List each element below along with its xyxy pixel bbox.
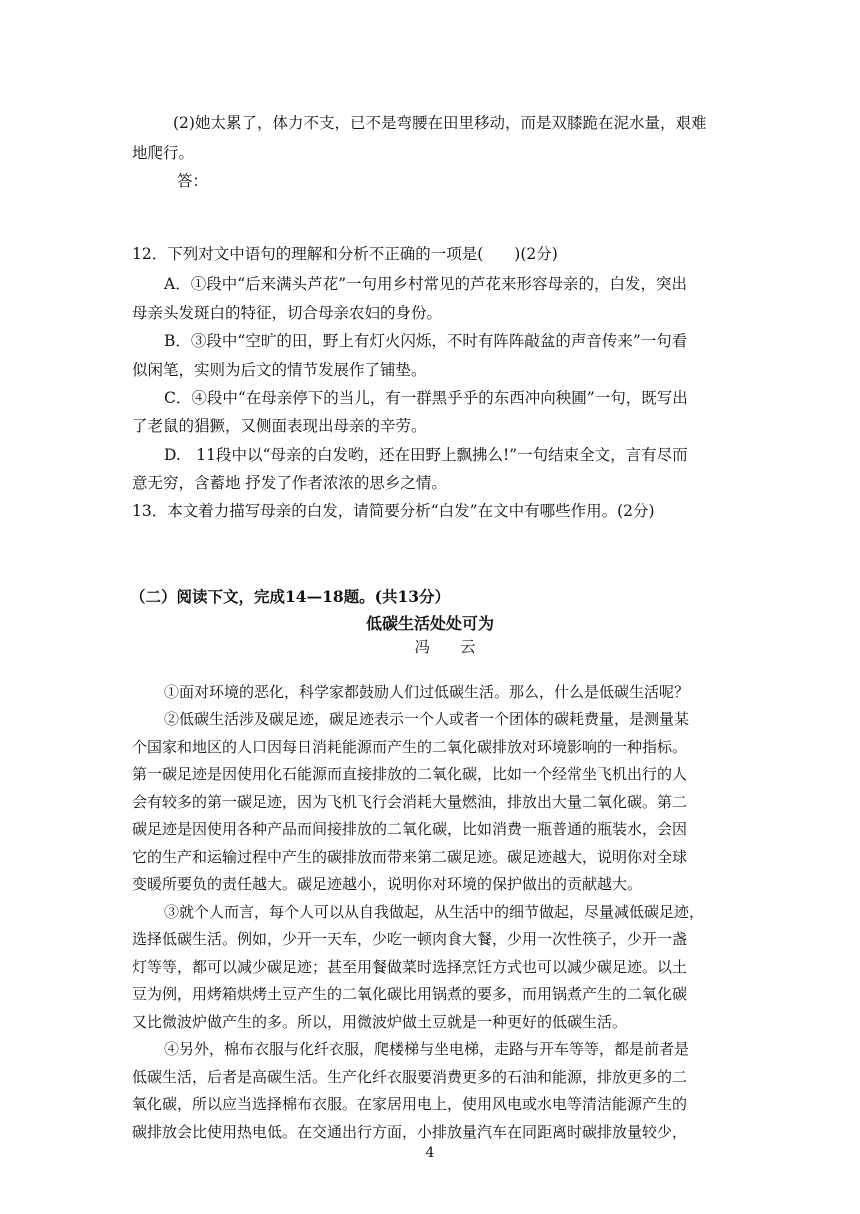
q12-option-b-line2: 似闲笔，实则为后文的情节发展作了铺垫。: [132, 361, 427, 379]
q12-stem: 12．下列对文中语句的理解和分析不正确的一项是( )(2分): [132, 245, 558, 263]
article-line: ④另外，棉布衣服与化纤衣服，爬楼梯与坐电梯，走路与开车等等，都是前者是: [164, 1040, 690, 1058]
q12-option-b-line1: B．③段中“空旷的田，野上有灯火闪烁，不时有阵阵敲盆的声音传来”一句看: [164, 332, 688, 350]
article-line: 豆为例，用烤箱烘烤土豆产生的二氧化碳比用锅煮的要多，而用锅煮产生的二氧化碳: [132, 985, 688, 1003]
q12-option-c-line1: C．④段中“在母亲停下的当儿，有一群黑乎乎的东西冲向秧圃”一句，既写出: [164, 389, 688, 407]
article-line: ①面对环境的恶化，科学家都鼓励人们过低碳生活。那么，什么是低碳生活呢？: [164, 683, 690, 701]
article-line: 会有较多的第一碳足迹，因为飞机飞行会消耗大量燃油，排放出大量二氧化碳。第二: [132, 793, 688, 811]
article-line: 它的生产和运输过程中产生的碳排放而带来第二碳足迹。碳足迹越大，说明你对全球: [132, 848, 688, 866]
article-line: 氧化碳，所以应当选择棉布衣服。在家居用电上，使用风电或水电等清洁能源产生的: [132, 1095, 688, 1113]
page-number: 4: [425, 1145, 435, 1161]
q11-item2-line1: (2)她太累了，体力不支，已不是弯腰在田里移动，而是双膝跪在泥水量，艰难: [173, 114, 707, 132]
q11-item2-line2: 地爬行。: [132, 144, 195, 162]
article-line: 灯等等，都可以减少碳足迹；甚至用餐做菜时选择烹饪方式也可以减少碳足迹。以土: [132, 958, 688, 976]
q12-option-a-line1: A．①段中“后来满头芦花”一句用乡村常见的芦花来形容母亲的，白发，突出: [164, 275, 688, 293]
q12-option-d-line1: D. 11段中以“母亲的白发哟，还在田野上飘拂么!”一句结束全文，言有尽而: [164, 446, 688, 464]
article-line: 变暖所要负的责任越大。碳足迹越小，说明你对环境的保护做出的贡献越大。: [132, 875, 643, 893]
article-author: 冯云: [414, 638, 506, 656]
article-line: 个国家和地区的人口因每日消耗能源而产生的二氧化碳排放对环境影响的一种指标。: [132, 738, 688, 756]
article-line: ③就个人而言，每个人可以从自我做起，从生活中的细节做起，尽量减低碳足迹，: [164, 903, 705, 921]
section-heading: （二）阅读下文，完成14—18题。(共13分）: [130, 587, 451, 606]
q13-stem: 13．本文着力描写母亲的白发，请简要分析“白发”在文中有哪些作用。(2分): [132, 502, 655, 520]
q11-answer-label: 答：: [177, 172, 209, 190]
q12-option-d-line2: 意无穷，含蓄地 抒发了作者浓浓的思乡之情。: [132, 474, 447, 492]
article-line: ②低碳生活涉及碳足迹，碳足迹表示一个人或者一个团体的碳耗费量，是测量某: [164, 710, 690, 728]
article-title: 低碳生活处处可为: [365, 614, 494, 633]
q12-option-a-line2: 母亲头发斑白的特征，切合母亲农妇的身份。: [132, 304, 443, 322]
article-line: 选择低碳生活。例如，少开一天车，少吃一顿肉食大餐，少用一次性筷子，少开一盏: [132, 930, 688, 948]
q12-option-c-line2: 了老鼠的猖獗，又侧面表现出母亲的辛劳。: [132, 417, 427, 435]
article-line: 第一碳足迹是因使用化石能源而直接排放的二氧化碳，比如一个经常坐飞机出行的人: [132, 765, 688, 783]
article-line: 低碳生活，后者是高碳生活。生产化纤衣服要消费更多的石油和能源，排放更多的二: [132, 1068, 688, 1086]
article-line: 又比微波炉做产生的多。所以，用微波炉做土豆就是一种更好的低碳生活。: [132, 1013, 628, 1031]
article-line: 碳排放会比使用热电低。在交通出行方面，小排放量汽车在同距离时碳排放量较少，: [132, 1123, 688, 1141]
article-line: 碳足迹是因使用各种产品而间接排放的二氧化碳，比如消费一瓶普通的瓶装水，会因: [132, 820, 688, 838]
